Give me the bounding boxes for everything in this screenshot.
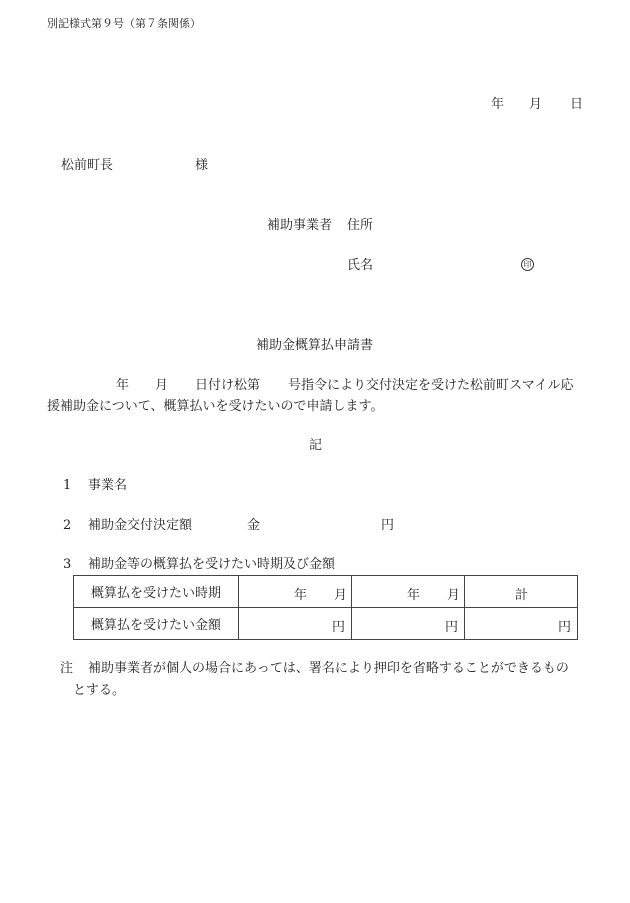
item-1-label: 事業名 bbox=[88, 478, 128, 493]
footnote-line-2: とする。 bbox=[73, 683, 126, 698]
item-1-number: 1 bbox=[63, 478, 72, 493]
table-row bbox=[74, 576, 578, 608]
timing-cell-1-year: 年 bbox=[294, 588, 308, 603]
applicant-address-label: 住所 bbox=[347, 218, 374, 233]
date-month-label: 月 bbox=[529, 97, 543, 112]
amount-total-unit: 円 bbox=[557, 620, 571, 635]
timing-cell-2[interactable] bbox=[352, 576, 465, 608]
amount-cell-1-unit: 円 bbox=[331, 620, 345, 635]
timing-cell-1-month: 月 bbox=[334, 588, 348, 603]
applicant-role-label: 補助事業者 bbox=[267, 218, 333, 233]
amount-cell-1[interactable] bbox=[239, 608, 352, 640]
item-2-amount-prefix: 金 bbox=[247, 518, 261, 533]
item-2-number: 2 bbox=[63, 518, 72, 533]
addressee-honorific: 様 bbox=[195, 158, 209, 173]
table-row bbox=[74, 608, 578, 640]
item-3-label: 補助金等の概算払を受けたい時期及び金額 bbox=[88, 557, 336, 572]
body-day-reference: 日付け松第 bbox=[195, 378, 261, 393]
body-line-2: 援補助金について、概算払いを受けたいので申請します。 bbox=[47, 399, 384, 414]
body-directive-text: 号指令により交付決定を受けた松前町スマイル応 bbox=[288, 378, 574, 393]
document-title: 補助金概算払申請書 bbox=[256, 338, 374, 353]
timing-row-label: 概算払を受けたい時期 bbox=[74, 576, 239, 608]
footnote-mark: 注 bbox=[60, 661, 74, 676]
body-year-label: 年 bbox=[116, 378, 130, 393]
form-number-note: 別記様式第９号（第７条関係） bbox=[47, 17, 201, 30]
seal-mark-icon: 印 bbox=[521, 258, 534, 271]
amount-total-cell[interactable] bbox=[465, 608, 578, 640]
applicant-name-label: 氏名 bbox=[347, 258, 374, 273]
body-month-label: 月 bbox=[155, 378, 169, 393]
timing-cell-2-month: 月 bbox=[447, 588, 461, 603]
item-3-number: 3 bbox=[63, 557, 72, 572]
ki-heading: 記 bbox=[309, 438, 323, 453]
amount-cell-2-unit: 円 bbox=[444, 620, 458, 635]
date-year-label: 年 bbox=[491, 97, 505, 112]
timing-cell-2-year: 年 bbox=[407, 588, 421, 603]
schedule-table bbox=[73, 575, 578, 640]
amount-row-label: 概算払を受けたい金額 bbox=[74, 608, 239, 640]
footnote-line-1: 補助事業者が個人の場合にあっては、署名により押印を省略することができるもの bbox=[88, 661, 569, 676]
date-day-label: 日 bbox=[570, 97, 584, 112]
addressee-name: 松前町長 bbox=[61, 158, 114, 173]
total-label: 計 bbox=[515, 588, 529, 603]
amount-cell-2[interactable] bbox=[352, 608, 465, 640]
item-2-label: 補助金交付決定額 bbox=[88, 518, 193, 533]
timing-cell-1[interactable] bbox=[239, 576, 352, 608]
timing-total-cell bbox=[465, 576, 578, 608]
item-2-amount-unit: 円 bbox=[381, 518, 395, 533]
